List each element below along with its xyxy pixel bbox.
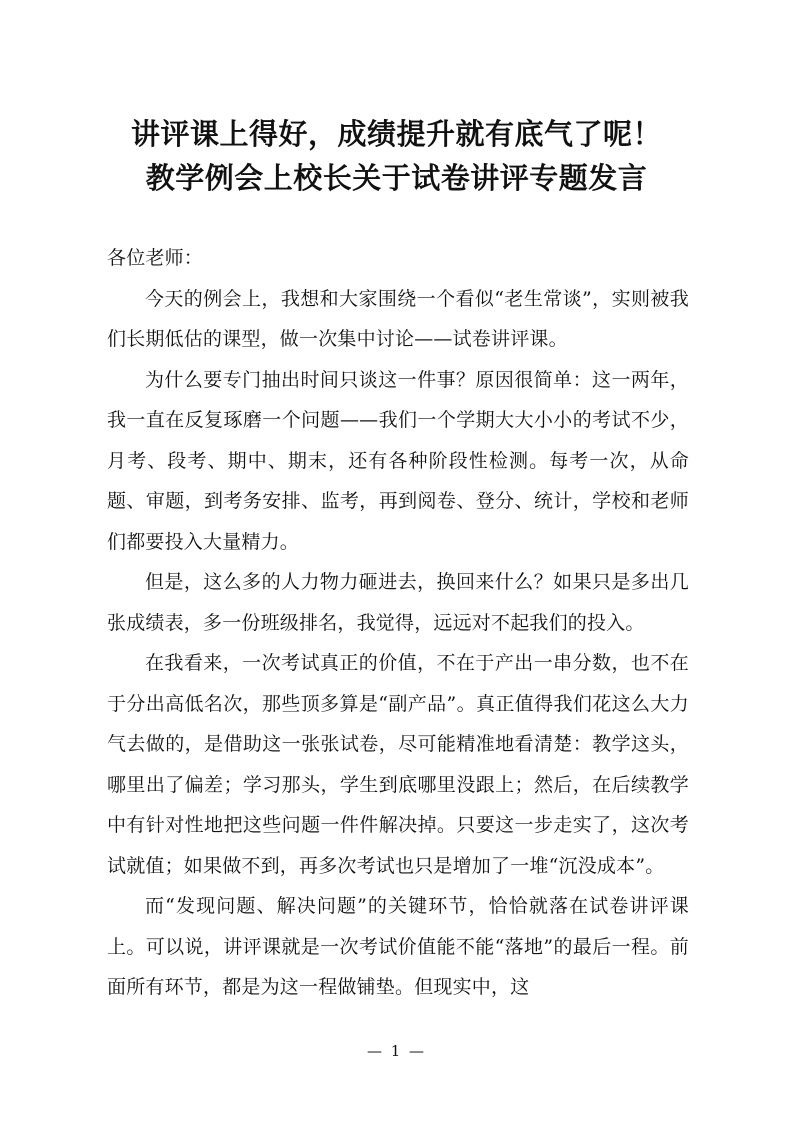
page-number: — 1 — [366, 1042, 427, 1060]
title-line-1: 讲评课上得好，成绩提升就有底气了呢！ [130, 117, 662, 151]
salutation: 各位老师： [107, 247, 204, 269]
paragraph-4: 在我看来，一次考试真正的价值，不在于产出一串分数，也不在于分出高低名次，那些顶多算是“副产品”。真正值得我们花这么大力气去做的，是借助这一张张试卷，尽可能精准地看清楚：教学这头，哪里出了偏差；学习那头，学生到底哪里没跟上；然后，在后续教学中有针对性地把这些问题一件件解决掉。只要这一步走实了，这次考试就值；如果做不到，再多次考试也只是增加了一堆“沉没成本”。 [107, 652, 689, 877]
document-title [0, 112, 793, 200]
paragraph-2: 为什么要专门抽出时间只谈这一件事？原因很简单：这一两年，我一直在反复琢磨一个问题——我们一个学期大大小小的考试不少，月考、段考、期中、期末，还有各种阶段性检测。每考一次，从命题、审题，到考务安排、监考，再到阅卷、登分、统计，学校和老师们都要投入大量精力。 [107, 368, 689, 553]
paragraph-5: 而“发现问题、解决问题”的关键环节，恰恰就落在试卷讲评课上。可以说，讲评课就是一次考试价值能不能“落地”的最后一程。前面所有环节，都是为这一程做铺垫。但现实中，这 [107, 895, 689, 998]
paragraph-3: 但是，这么多的人力物力砸进去，换回来什么？如果只是多出几张成绩表，多一份班级排名，我觉得，远远对不起我们的投入。 [107, 571, 689, 634]
document-body [107, 238, 689, 1008]
title-line-2: 教学例会上校长关于试卷讲评专题发言 [145, 161, 648, 195]
paragraph-1: 今天的例会上，我想和大家围绕一个看似“老生常谈”，实则被我们长期低估的课型，做一次集中讨论——试卷讲评课。 [107, 287, 689, 350]
